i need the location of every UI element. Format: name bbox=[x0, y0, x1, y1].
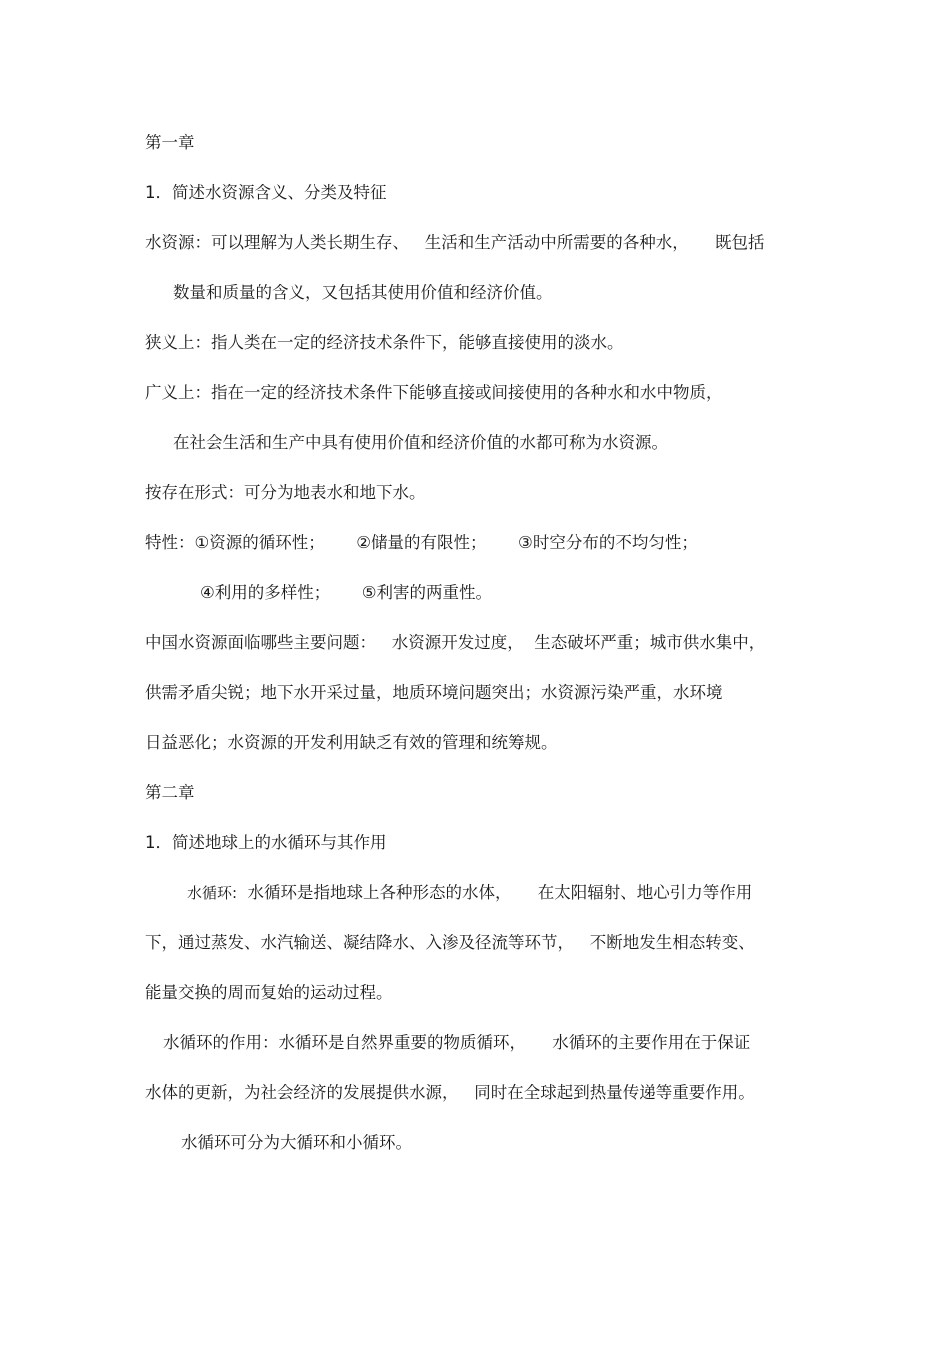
broad-definition-line-2: 在社会生活和生产中具有使用价值和经济价值的水都可称为水资源。 bbox=[173, 433, 668, 452]
water-cycle-label: 水循环: bbox=[187, 884, 238, 902]
broad-definition-line-1: 广义上：指在一定的经济技术条件下能够直接或间接使用的各种水和水中物质， bbox=[145, 383, 723, 402]
problems-line-3: 日益恶化；水资源的开发利用缺乏有效的管理和统筹规。 bbox=[145, 733, 558, 752]
chapter-2-question-1-heading: 1．简述地球上的水循环与其作用 bbox=[145, 833, 387, 852]
water-cycle-definition-line-2: 下，通过蒸发、水汽输送、凝结降水、入渗及径流等环节， 不断地发生相态转变、 bbox=[145, 933, 755, 952]
water-cycle-definition-text: 水循环是指地球上各种形态的水体， 在太阳辐射、地心引力等作用 bbox=[237, 883, 753, 902]
traits-line-1: 特性：①资源的循环性； ②储量的有限性； ③时空分布的不均匀性； bbox=[145, 533, 698, 552]
chapter-1-heading: 第一章 bbox=[145, 133, 195, 152]
existence-forms: 按存在形式：可分为地表水和地下水。 bbox=[145, 483, 426, 502]
chapter-2-heading: 第二章 bbox=[145, 783, 195, 802]
question-1-heading: 1．简述水资源含义、分类及特征 bbox=[145, 183, 387, 202]
water-cycle-types: 水循环可分为大循环和小循环。 bbox=[181, 1133, 412, 1152]
narrow-definition: 狭义上：指人类在一定的经济技术条件下，能够直接使用的淡水。 bbox=[145, 333, 624, 352]
traits-line-2: ④利用的多样性； ⑤利害的两重性。 bbox=[200, 583, 493, 602]
water-resource-definition-line-2: 数量和质量的含义，又包括其使用价值和经济价值。 bbox=[173, 283, 553, 302]
water-resource-definition-line-1: 水资源：可以理解为人类长期生存、 生活和生产活动中所需要的各种水， 既包括 bbox=[145, 233, 765, 252]
problems-line-2: 供需矛盾尖锐；地下水开采过量，地质环境问题突出；水资源污染严重，水环境 bbox=[145, 683, 723, 702]
water-cycle-role-line-1: 水循环的作用：水循环是自然界重要的物质循环， 水循环的主要作用在于保证 bbox=[163, 1033, 751, 1052]
water-cycle-definition-line-3: 能量交换的周而复始的运动过程。 bbox=[145, 983, 393, 1002]
problems-line-1: 中国水资源面临哪些主要问题： 水资源开发过度， 生态破坏严重；城市供水集中， bbox=[145, 633, 766, 652]
water-cycle-role-line-2: 水体的更新，为社会经济的发展提供水源， 同时在全球起到热量传递等重要作用。 bbox=[145, 1083, 755, 1102]
water-cycle-definition-line-1 bbox=[187, 881, 752, 905]
